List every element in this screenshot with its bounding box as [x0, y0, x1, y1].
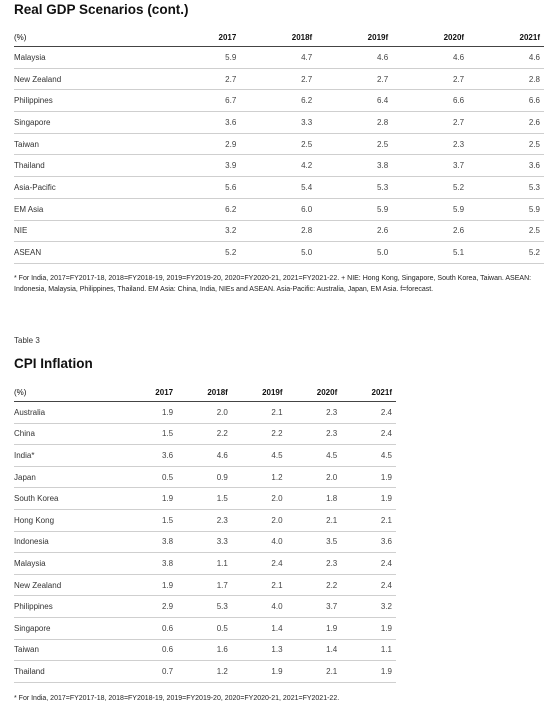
value-cell: 2.4 — [341, 402, 396, 424]
value-cell: 2.1 — [232, 574, 287, 596]
value-cell: 2.7 — [316, 68, 392, 90]
value-cell: 0.9 — [177, 466, 232, 488]
table-row — [14, 198, 544, 220]
value-cell: 2.8 — [316, 112, 392, 134]
value-cell: 5.3 — [316, 177, 392, 199]
value-cell: 2.4 — [341, 553, 396, 575]
table-row — [14, 242, 544, 264]
value-cell: 5.1 — [392, 242, 468, 264]
value-cell: 1.5 — [128, 423, 177, 445]
table-row — [14, 445, 396, 467]
value-cell: 1.6 — [177, 639, 232, 661]
value-cell: 1.9 — [128, 402, 177, 424]
value-cell: 2.7 — [173, 68, 241, 90]
value-cell: 2.5 — [468, 220, 544, 242]
value-cell: 2.0 — [232, 509, 287, 531]
value-cell: 2.3 — [287, 402, 342, 424]
value-cell: 5.2 — [392, 177, 468, 199]
table-row — [14, 402, 396, 424]
value-cell: 5.9 — [173, 47, 241, 69]
column-header: 2020f — [287, 384, 342, 402]
value-cell: 6.7 — [173, 90, 241, 112]
row-label: Malaysia — [14, 553, 128, 575]
row-label: Australia — [14, 402, 128, 424]
row-label: Taiwan — [14, 639, 128, 661]
value-cell: 1.9 — [341, 661, 396, 683]
value-cell: 4.6 — [468, 47, 544, 69]
value-cell: 1.4 — [287, 639, 342, 661]
column-header: 2021f — [468, 29, 544, 47]
value-cell: 2.6 — [392, 220, 468, 242]
value-cell: 2.4 — [341, 423, 396, 445]
row-label: Taiwan — [14, 133, 173, 155]
value-cell: 2.2 — [232, 423, 287, 445]
value-cell: 2.5 — [468, 133, 544, 155]
value-cell: 2.0 — [232, 488, 287, 510]
value-cell: 2.9 — [173, 133, 241, 155]
value-cell: 3.5 — [287, 531, 342, 553]
value-cell: 4.5 — [232, 445, 287, 467]
row-label: Indonesia — [14, 531, 128, 553]
value-cell: 5.9 — [468, 198, 544, 220]
column-header: 2021f — [341, 384, 396, 402]
value-cell: 4.5 — [341, 445, 396, 467]
gdp-table-title: Real GDP Scenarios (cont.) — [14, 2, 189, 17]
table-row — [14, 90, 544, 112]
value-cell: 2.6 — [316, 220, 392, 242]
value-cell: 1.2 — [232, 466, 287, 488]
column-header: 2020f — [392, 29, 468, 47]
gdp-footnote: * For India, 2017=FY2017-18, 2018=FY2018-19, 2019=FY2019-20, 2020=FY2020-21, 2021=FY2021-22. + NIE: Hong Kong, Singapore, South Korea, Taiwan. ASEAN: Indonesia, Malaysia, Philippines, Thailand. EM Asia: China, India, NIEs and ASEAN. Asia-Pacific: Australia, Japan, EM Asia. f=forecast. — [14, 275, 532, 293]
row-label: New Zealand — [14, 574, 128, 596]
value-cell: 6.4 — [316, 90, 392, 112]
value-cell: 1.9 — [128, 488, 177, 510]
value-cell: 5.9 — [392, 198, 468, 220]
value-cell: 1.7 — [177, 574, 232, 596]
value-cell: 5.9 — [316, 198, 392, 220]
value-cell: 5.2 — [468, 242, 544, 264]
table-row — [14, 220, 544, 242]
value-cell: 3.3 — [240, 112, 316, 134]
value-cell: 2.5 — [316, 133, 392, 155]
value-cell: 5.2 — [173, 242, 241, 264]
value-cell: 4.0 — [232, 596, 287, 618]
value-cell: 2.8 — [240, 220, 316, 242]
value-cell: 2.9 — [128, 596, 177, 618]
value-cell: 0.7 — [128, 661, 177, 683]
table-row — [14, 661, 396, 683]
row-label: India* — [14, 445, 128, 467]
value-cell: 5.0 — [316, 242, 392, 264]
value-cell: 5.6 — [173, 177, 241, 199]
row-label: South Korea — [14, 488, 128, 510]
value-cell: 2.4 — [341, 574, 396, 596]
row-label: Asia-Pacific — [14, 177, 173, 199]
value-cell: 3.2 — [173, 220, 241, 242]
cpi-table-title: CPI Inflation — [14, 356, 93, 371]
row-label: ASEAN — [14, 242, 173, 264]
value-cell: 2.4 — [232, 553, 287, 575]
table-row — [14, 509, 396, 531]
table-row — [14, 488, 396, 510]
gdp-scenarios-table — [14, 29, 544, 264]
table-header-row — [14, 29, 544, 47]
value-cell: 2.1 — [232, 402, 287, 424]
value-cell: 2.7 — [392, 68, 468, 90]
row-label: Thailand — [14, 155, 173, 177]
cpi-footnote: * For India, 2017=FY2017-18, 2018=FY2018-19, 2019=FY2019-20, 2020=FY2020-21, 2021=FY2021-22. — [14, 695, 340, 702]
value-cell: 1.1 — [177, 553, 232, 575]
value-cell: 3.8 — [128, 531, 177, 553]
value-cell: 2.1 — [341, 509, 396, 531]
table-row — [14, 68, 544, 90]
column-header: 2019f — [232, 384, 287, 402]
value-cell: 0.6 — [128, 617, 177, 639]
value-cell: 4.6 — [392, 47, 468, 69]
table-row — [14, 553, 396, 575]
value-cell: 3.6 — [173, 112, 241, 134]
value-cell: 3.7 — [392, 155, 468, 177]
column-header: (%) — [14, 29, 173, 47]
value-cell: 3.9 — [173, 155, 241, 177]
row-label: Philippines — [14, 596, 128, 618]
row-label: Malaysia — [14, 47, 173, 69]
value-cell: 3.7 — [287, 596, 342, 618]
row-label: Thailand — [14, 661, 128, 683]
value-cell: 4.2 — [240, 155, 316, 177]
value-cell: 2.0 — [287, 466, 342, 488]
table-row — [14, 639, 396, 661]
value-cell: 6.6 — [392, 90, 468, 112]
row-label: Singapore — [14, 112, 173, 134]
row-label: NIE — [14, 220, 173, 242]
value-cell: 4.7 — [240, 47, 316, 69]
value-cell: 3.2 — [341, 596, 396, 618]
value-cell: 4.6 — [316, 47, 392, 69]
value-cell: 0.6 — [128, 639, 177, 661]
column-header: (%) — [14, 384, 128, 402]
value-cell: 0.5 — [128, 466, 177, 488]
value-cell: 3.6 — [468, 155, 544, 177]
value-cell: 2.7 — [240, 68, 316, 90]
table-row — [14, 617, 396, 639]
value-cell: 1.9 — [232, 661, 287, 683]
column-header: 2017 — [173, 29, 241, 47]
table-row — [14, 466, 396, 488]
value-cell: 6.2 — [173, 198, 241, 220]
row-label: EM Asia — [14, 198, 173, 220]
value-cell: 3.6 — [341, 531, 396, 553]
value-cell: 2.3 — [287, 423, 342, 445]
value-cell: 2.3 — [287, 553, 342, 575]
value-cell: 3.6 — [128, 445, 177, 467]
value-cell: 2.6 — [468, 112, 544, 134]
row-label: Philippines — [14, 90, 173, 112]
value-cell: 5.3 — [177, 596, 232, 618]
column-header: 2018f — [240, 29, 316, 47]
value-cell: 2.5 — [240, 133, 316, 155]
value-cell: 1.9 — [341, 617, 396, 639]
table-row — [14, 155, 544, 177]
row-label: Hong Kong — [14, 509, 128, 531]
value-cell: 4.0 — [232, 531, 287, 553]
value-cell: 6.2 — [240, 90, 316, 112]
value-cell: 1.5 — [128, 509, 177, 531]
value-cell: 5.3 — [468, 177, 544, 199]
table-header-row — [14, 384, 396, 402]
column-header: 2017 — [128, 384, 177, 402]
row-label: New Zealand — [14, 68, 173, 90]
value-cell: 1.2 — [177, 661, 232, 683]
value-cell: 2.8 — [468, 68, 544, 90]
value-cell: 2.2 — [287, 574, 342, 596]
value-cell: 1.9 — [128, 574, 177, 596]
value-cell: 4.5 — [287, 445, 342, 467]
row-label: Japan — [14, 466, 128, 488]
table-number-label: Table 3 — [14, 336, 40, 345]
table-row — [14, 133, 544, 155]
cpi-inflation-table — [14, 384, 396, 683]
value-cell: 5.4 — [240, 177, 316, 199]
table-row — [14, 112, 544, 134]
column-header: 2018f — [177, 384, 232, 402]
table-row — [14, 423, 396, 445]
row-label: Singapore — [14, 617, 128, 639]
value-cell: 6.6 — [468, 90, 544, 112]
table-row — [14, 574, 396, 596]
value-cell: 2.1 — [287, 509, 342, 531]
value-cell: 2.1 — [287, 661, 342, 683]
value-cell: 2.2 — [177, 423, 232, 445]
table-row — [14, 531, 396, 553]
value-cell: 2.3 — [392, 133, 468, 155]
value-cell: 1.9 — [341, 488, 396, 510]
value-cell: 1.9 — [341, 466, 396, 488]
value-cell: 4.6 — [177, 445, 232, 467]
table-row — [14, 177, 544, 199]
value-cell: 2.0 — [177, 402, 232, 424]
value-cell: 0.5 — [177, 617, 232, 639]
table-row — [14, 47, 544, 69]
value-cell: 1.1 — [341, 639, 396, 661]
value-cell: 6.0 — [240, 198, 316, 220]
column-header: 2019f — [316, 29, 392, 47]
value-cell: 2.3 — [177, 509, 232, 531]
value-cell: 1.9 — [287, 617, 342, 639]
value-cell: 1.5 — [177, 488, 232, 510]
value-cell: 1.8 — [287, 488, 342, 510]
value-cell: 1.4 — [232, 617, 287, 639]
value-cell: 5.0 — [240, 242, 316, 264]
value-cell: 3.8 — [128, 553, 177, 575]
value-cell: 3.8 — [316, 155, 392, 177]
value-cell: 2.7 — [392, 112, 468, 134]
value-cell: 1.3 — [232, 639, 287, 661]
row-label: China — [14, 423, 128, 445]
value-cell: 3.3 — [177, 531, 232, 553]
table-row — [14, 596, 396, 618]
